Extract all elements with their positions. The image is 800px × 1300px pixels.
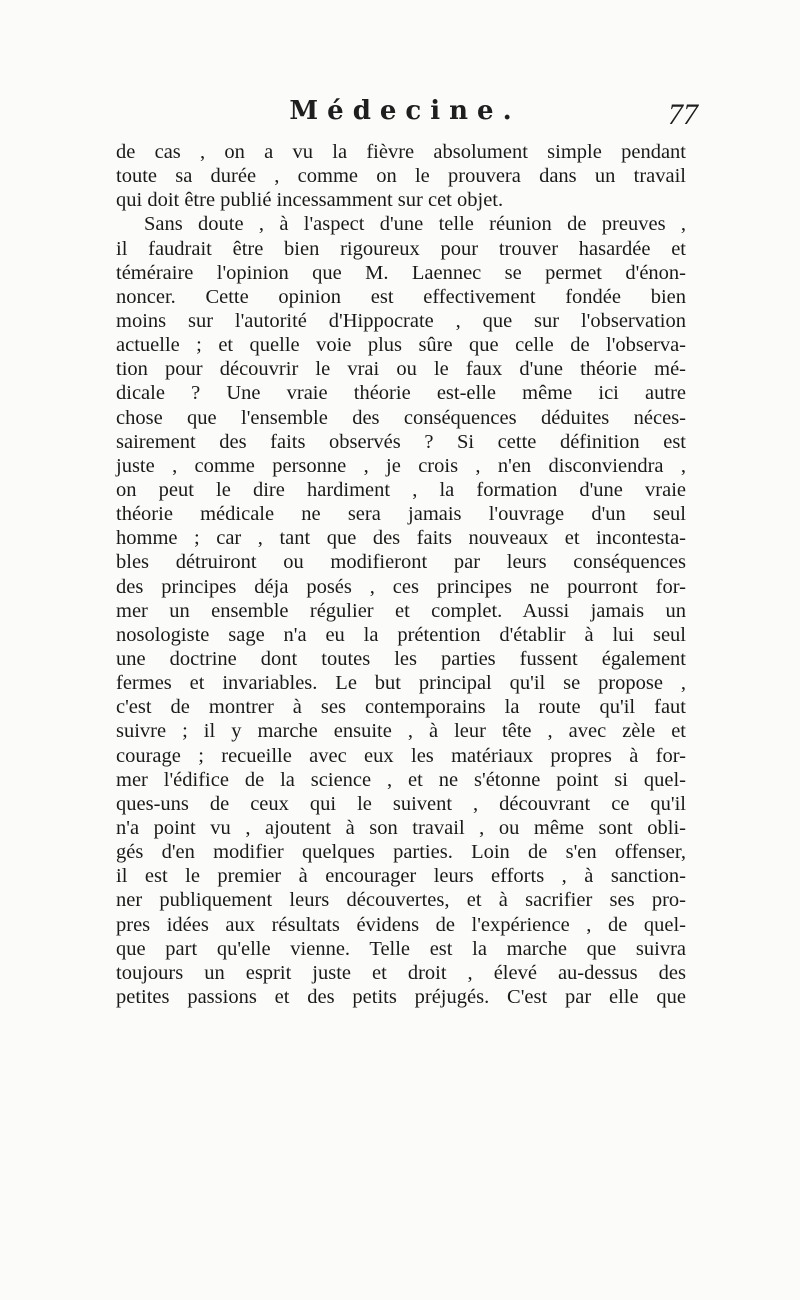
- page-number: 77: [668, 98, 698, 131]
- text-line: sairement des faits observés ? Si cette définition est: [116, 430, 686, 453]
- body-text: [116, 140, 686, 1009]
- text-line: actuelle ; et quelle voie plus sûre que celle de l'observa-: [116, 334, 686, 357]
- text-line: tion pour découvrir le vrai ou le faux d'une théorie mé-: [116, 358, 686, 381]
- text-line: des principes déja posés , ces principes ne pourront for-: [116, 575, 686, 598]
- text-line: n'a point vu , ajoutent à son travail , ou même sont obli-: [116, 816, 686, 839]
- text-line: on peut le dire hardiment , la formation d'une vraie: [116, 478, 686, 501]
- running-title: Médecine.: [289, 96, 521, 126]
- text-line: Sans doute , à l'aspect d'une telle réunion de preuves ,: [144, 213, 686, 236]
- text-line: ner publiquement leurs découvertes, et à sacrifier ses pro-: [116, 889, 686, 912]
- text-line: qui doit être publié incessamment sur cet objet.: [116, 189, 504, 212]
- text-line: homme ; car , tant que des faits nouveaux et incontesta-: [116, 527, 686, 550]
- text-line: petites passions et des petits préjugés. C'est par elle que: [116, 985, 686, 1008]
- text-line: téméraire l'opinion que M. Laennec se permet d'énon-: [116, 261, 686, 284]
- text-line: mer l'édifice de la science , et ne s'étonne point si quel-: [116, 768, 686, 791]
- text-line: nosologiste sage n'a eu la prétention d'établir à lui seul: [116, 623, 686, 646]
- text-line: que part qu'elle vienne. Telle est la marche que suivra: [116, 937, 686, 960]
- page-header: [118, 96, 698, 136]
- text-line: de cas , on a vu la fièvre absolument simple pendant: [116, 141, 686, 163]
- text-line: il faudrait être bien rigoureux pour trouver hasardée et: [116, 237, 686, 260]
- text-line: moins sur l'autorité d'Hippocrate , que sur l'observation: [116, 309, 686, 332]
- text-line: gés d'en modifier quelques parties. Loin de s'en offenser,: [116, 841, 686, 864]
- text-line: mer un ensemble régulier et complet. Aussi jamais un: [116, 599, 686, 622]
- text-line: il est le premier à encourager leurs efforts , à sanction-: [116, 865, 686, 888]
- text-line: dicale ? Une vraie théorie est-elle même ici autre: [116, 382, 686, 405]
- text-line: théorie médicale ne sera jamais l'ouvrage d'un seul: [116, 503, 686, 526]
- text-line: fermes et invariables. Le but principal qu'il se propose ,: [116, 672, 686, 695]
- text-line: toute sa durée , comme on le prouvera dans un travail: [116, 165, 686, 188]
- text-line: juste , comme personne , je crois , n'en disconviendra ,: [116, 454, 686, 477]
- text-line: courage ; recueille avec eux les matériaux propres à for-: [116, 744, 686, 767]
- text-line: chose que l'ensemble des conséquences déduites néces-: [116, 406, 686, 429]
- text-line: c'est de montrer à ses contemporains la route qu'il faut: [116, 696, 686, 719]
- text-line: ques-uns de ceux qui le suivent , découvrant ce qu'il: [116, 792, 686, 815]
- text-line: une doctrine dont toutes les parties fussent également: [116, 647, 686, 670]
- text-line: toujours un esprit juste et droit , élevé au-dessus des: [116, 961, 686, 984]
- text-line: bles détruiront ou modifieront par leurs conséquences: [116, 551, 686, 574]
- text-line: noncer. Cette opinion est effectivement fondée bien: [116, 285, 686, 308]
- text-line: suivre ; il y marche ensuite , à leur tête , avec zèle et: [116, 720, 686, 743]
- text-line: pres idées aux résultats évidens de l'expérience , de quel-: [116, 913, 686, 936]
